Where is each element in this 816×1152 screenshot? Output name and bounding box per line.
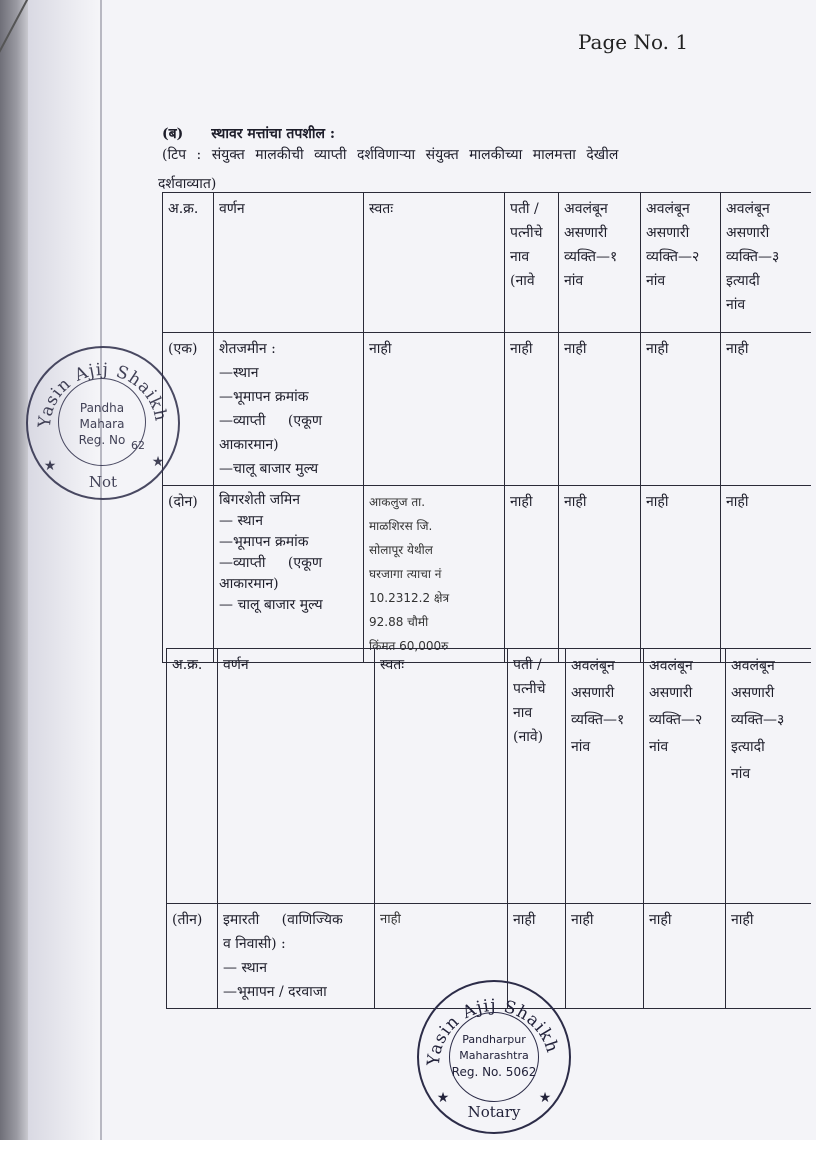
row-sr: (तीन) (167, 904, 218, 1009)
scan-shadow (0, 0, 28, 1140)
header-description: वर्णन (218, 649, 375, 904)
assets-table-2 (166, 648, 811, 1009)
row-description: शेतजमीन : —स्थान —भूमापन क्रमांक —व्याप्ती (एकूण आकारमान) —चालू बाजार मुल्य (214, 333, 364, 486)
table-header-row (167, 649, 811, 904)
row-self: नाही (375, 904, 508, 1009)
row-dependent-1: नाही (566, 904, 644, 1009)
row-dependent-2: नाही (644, 904, 726, 1009)
header-spouse: पती / पत्नीचे नाव (नावे (505, 193, 559, 333)
section-label: (ब) (162, 126, 184, 142)
star-icon: ★ (151, 454, 165, 470)
row-description: इमारती (वाणिज्यिक व निवासी) : — स्थान —भूमापन / दरवाजा (218, 904, 375, 1009)
assets-table-1 (162, 192, 811, 663)
stamp-name-arc: Yasin Ajij Shaikh (34, 359, 171, 429)
table-header-row (163, 193, 811, 333)
star-icon: ★ (43, 458, 57, 474)
row-dependent-3: नाही (721, 486, 811, 663)
row-dependent-2: नाही (641, 486, 721, 663)
notary-stamp-bottom (417, 980, 571, 1134)
header-description: वर्णन (214, 193, 364, 333)
header-dependent-2: अवलंबून असणारी व्यक्ति—२ नांव (641, 193, 721, 333)
table-row (163, 333, 811, 486)
row-dependent-3: नाही (721, 333, 811, 486)
header-sr: अ.क्र. (163, 193, 214, 333)
corner-mark (0, 0, 60, 90)
row-sr: (दोन) (163, 486, 214, 663)
stamp-name-arc: Yasin Ajij Shaikh (423, 995, 563, 1067)
page-number: Page No. 1 (578, 30, 689, 54)
header-dependent-2: अवलंबून असणारी व्यक्ति—२ नांव (644, 649, 726, 904)
row-sr: (एक) (163, 333, 214, 486)
header-self: स्वतः (375, 649, 508, 904)
stamp-center-text: Pandharpur Maharashtra Reg. No. 5062 (451, 1033, 537, 1079)
row-self: नाही (364, 333, 505, 486)
stamp-title: Not (88, 473, 118, 491)
header-spouse: पती / पत्नीचे नाव (नावे) (508, 649, 566, 904)
row-dependent-1: नाही (559, 486, 641, 663)
row-dependent-3: नाही (726, 904, 811, 1009)
header-dependent-1: अवलंबून असणारी व्यक्ति—१ नांव (566, 649, 644, 904)
stamp-center-text: Pandha Mahara Reg. No (78, 401, 126, 447)
star-icon: ★ (436, 1090, 450, 1106)
section-note-line1: (टिप : संयुक्त मालकीची व्याप्ती दर्शविणाऱ्या संयुक्त मालकीच्या मालमत्ता देखील (162, 147, 619, 163)
header-dependent-3: अवलंबून असणारी व्यक्ति—३ इत्यादी नांव (721, 193, 811, 333)
row-spouse: नाही (508, 904, 566, 1009)
header-sr: अ.क्र. (167, 649, 218, 904)
star-icon: ★ (538, 1090, 552, 1106)
row-dependent-1: नाही (559, 333, 641, 486)
stamp-title: Notary (467, 1103, 521, 1121)
row-spouse: नाही (505, 333, 559, 486)
row-dependent-2: नाही (641, 333, 721, 486)
section-title: स्थावर मत्तांचा तपशील : (211, 126, 336, 142)
header-self: स्वतः (364, 193, 505, 333)
section-note-line2: दर्शवाव्यात) (158, 176, 217, 192)
row-spouse: नाही (505, 486, 559, 663)
stamp-reg-tail: 62 (131, 439, 145, 452)
row-description: बिगरशेती जमिन — स्थान —भूमापन क्रमांक —व्याप्ती (एकूण आकारमान) — चालू बाजार मुल्य (214, 486, 364, 663)
section-heading (162, 124, 335, 143)
table-row (163, 486, 811, 663)
row-self: आकलुज ता. माळशिरस जि. सोलापूर येथील घरजागा त्याचा नं 10.2312.2 क्षेत्र 92.88 चौमी किंमत 60,000रु (364, 486, 505, 663)
header-dependent-1: अवलंबून असणारी व्यक्ति—१ नांव (559, 193, 641, 333)
bottom-margin (0, 1140, 816, 1152)
scan-gutter (28, 0, 102, 1140)
notary-stamp-left (26, 346, 180, 500)
header-dependent-3: अवलंबून असणारी व्यक्ति—३ इत्यादी नांव (726, 649, 811, 904)
